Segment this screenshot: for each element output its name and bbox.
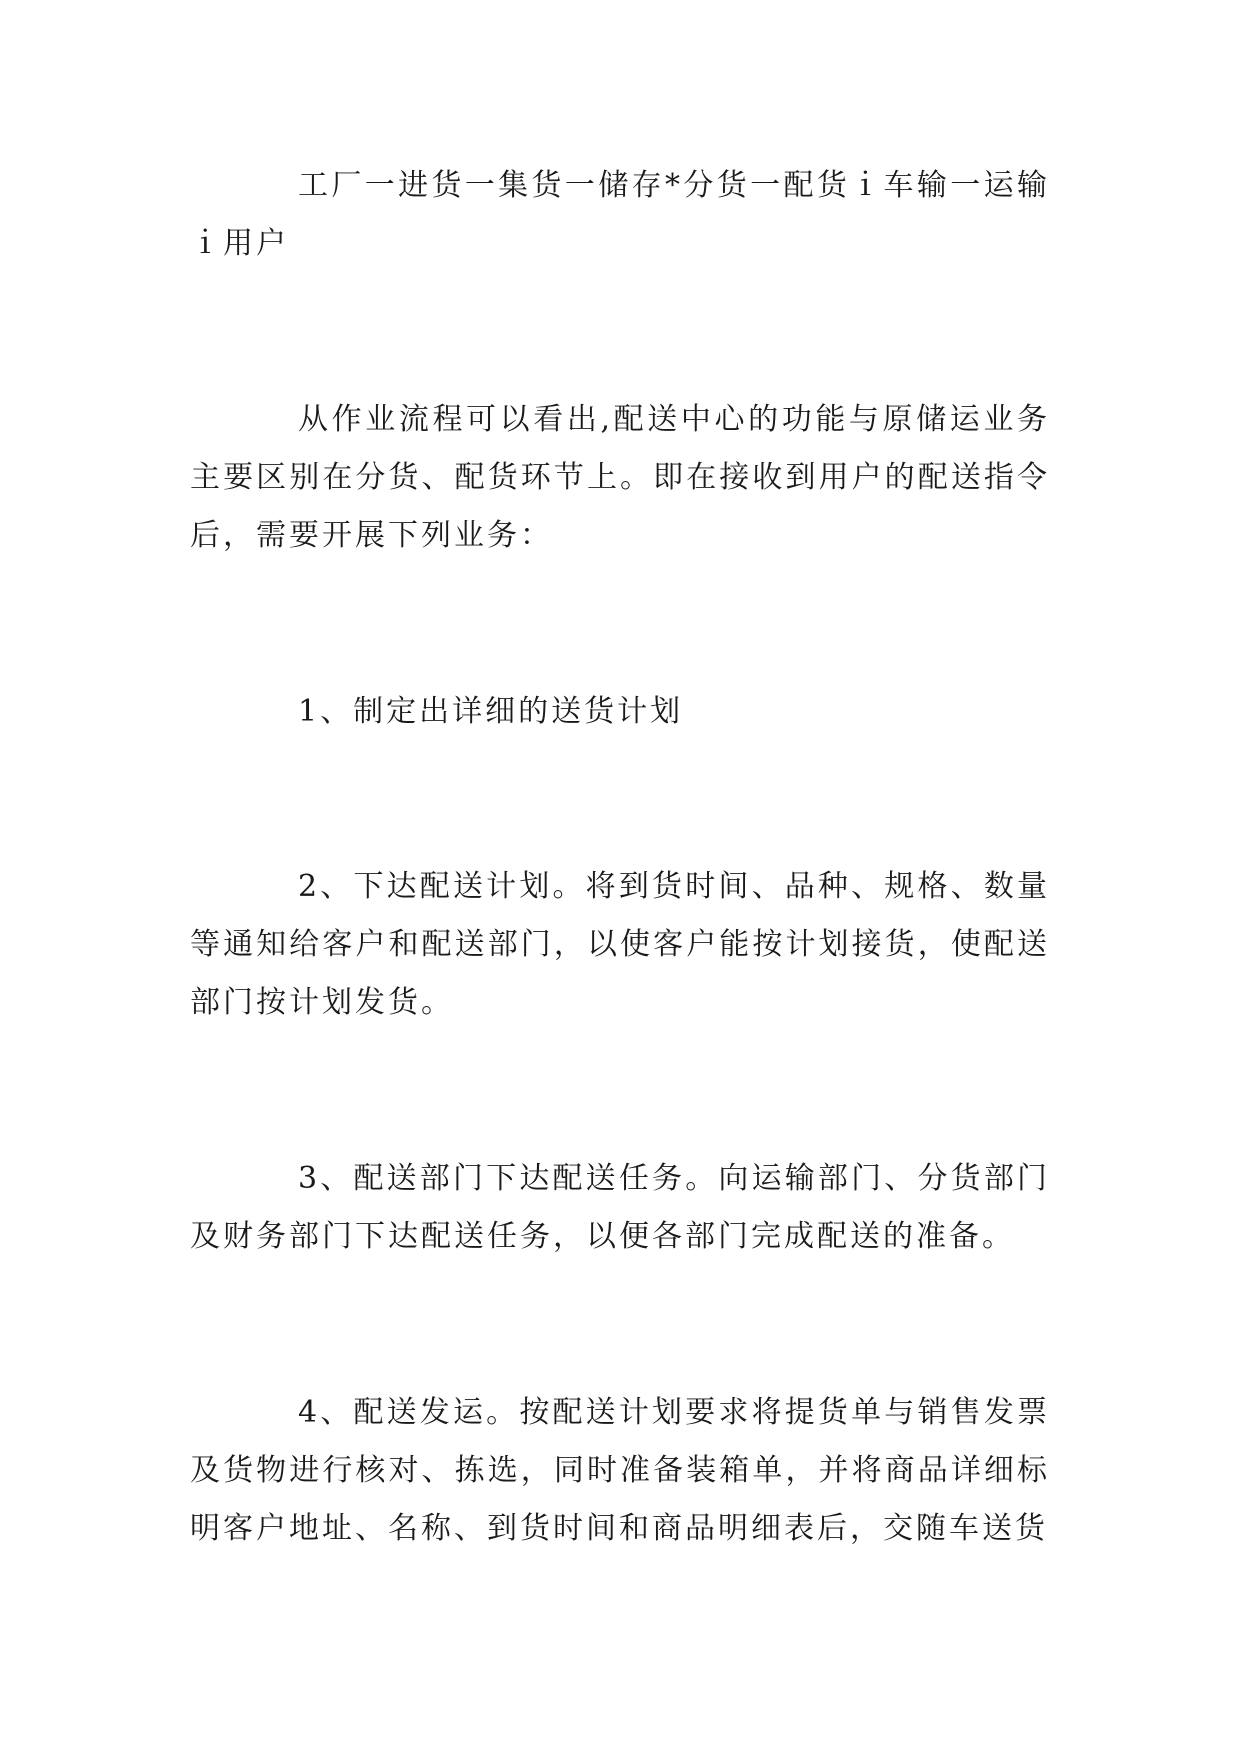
list-item-1: 1、制定出详细的送货计划 (298, 694, 684, 729)
list-item-4: 4、配送发运。按配送计划要求将提货单与销售发票及货物进行核对、拣选，同时准备装箱单，并将商品详细标明客户地址、名称、到货时间和商品明细表后，交随车送货 (190, 1395, 1050, 1546)
list-item-2: 2、下达配送计划。将到货时间、品种、规格、数量等通知给客户和配送部门，以使客户能按计划接货，使配送部门按计划发货。 (190, 869, 1050, 1020)
list-item-3: 3、配送部门下达配送任务。向运输部门、分货部门及财务部门下达配送任务，以便各部门完成配送的准备。 (190, 1161, 1050, 1254)
intro-paragraph: 从作业流程可以看出,配送中心的功能与原储运业务主要区别在分货、配货环节上。即在接收到用户的配送指令后，需要开展下列业务： (190, 402, 1050, 553)
flow-paragraph: 工厂一进货一集货一储存*分货一配货ｉ车输一运输ｉ用户 (190, 168, 1050, 261)
